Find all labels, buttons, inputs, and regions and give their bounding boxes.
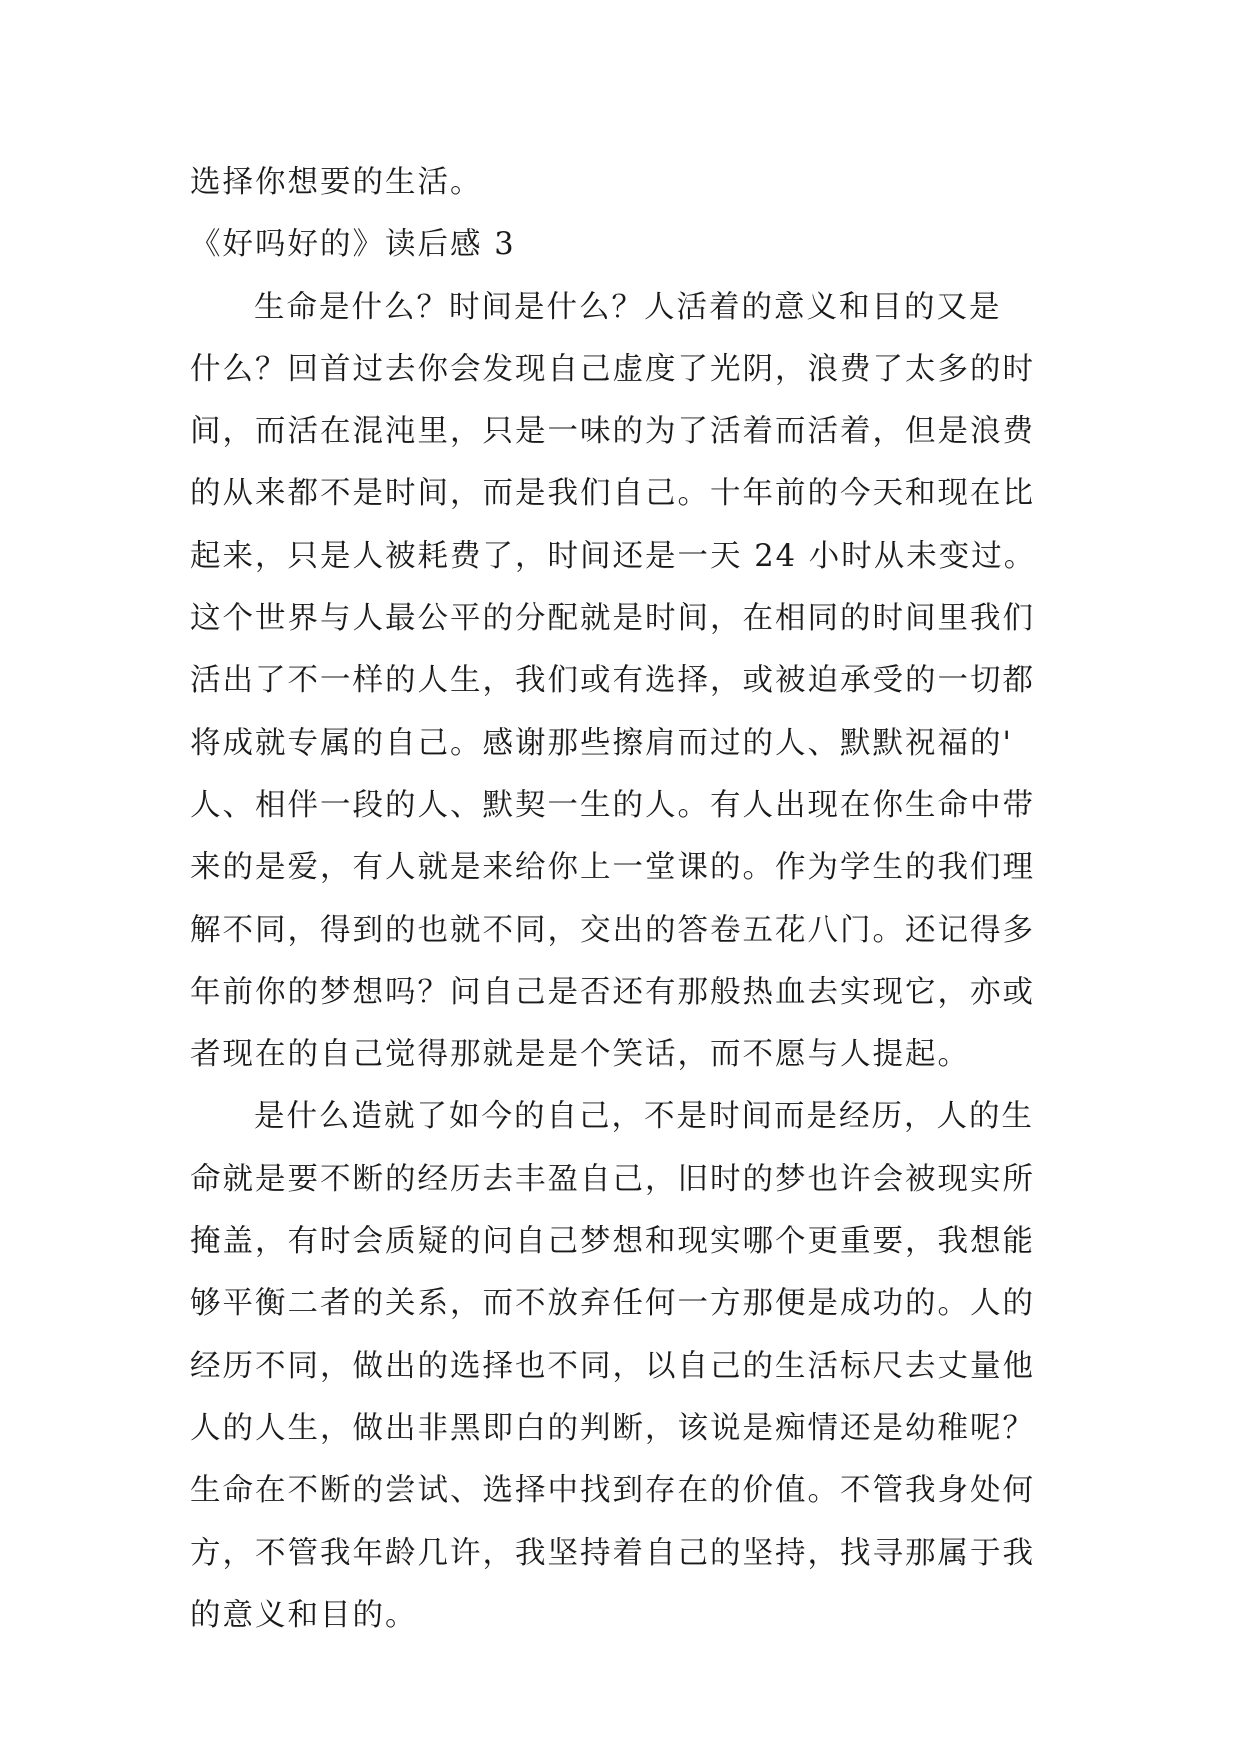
text-line: 方，不管我年龄几许，我坚持着自己的坚持，找寻那属于我: [190, 1535, 1035, 1571]
text-line: 活出了不一样的人生，我们或有选择，或被迫承受的一切都: [190, 663, 1035, 699]
text-line: 的意义和目的。: [190, 1597, 418, 1633]
text-line: 解不同，得到的也就不同，交出的答卷五花八门。还记得多: [190, 912, 1035, 948]
text-line: 将成就专属的自己。感谢那些擦肩而过的人、默默祝福的': [190, 725, 1013, 761]
text-line: 这个世界与人最公平的分配就是时间，在相同的时间里我们: [190, 601, 1035, 637]
paragraph-first-line: 是什么造就了如今的自己，不是时间而是经历，人的生: [254, 1099, 1034, 1135]
text-line: 掩盖，有时会质疑的问自己梦想和现实哪个更重要，我想能: [190, 1224, 1035, 1260]
document-body: [190, 152, 1060, 1647]
section-title: 《好吗好的》读后感 3: [190, 227, 516, 263]
text-line: 生命在不断的尝试、选择中找到存在的价值。不管我身处何: [190, 1473, 1035, 1509]
text-line: 经历不同，做出的选择也不同，以自己的生活标尺去丈量他: [190, 1348, 1035, 1384]
text-line: 的从来都不是时间，而是我们自己。十年前的今天和现在比: [190, 476, 1035, 512]
text-line: 人的人生，做出非黑即白的判断，该说是痴情还是幼稚呢？: [190, 1410, 1035, 1446]
text-line: 来的是爱，有人就是来给你上一堂课的。作为学生的我们理: [190, 850, 1035, 886]
text-line: 年前你的梦想吗？问自己是否还有那般热血去实现它，亦或: [190, 974, 1035, 1010]
text-line: 起来，只是人被耗费了，时间还是一天 24 小时从未变过。: [190, 538, 1037, 574]
text-line: 人、相伴一段的人、默契一生的人。有人出现在你生命中带: [190, 787, 1035, 823]
text-line: 命就是要不断的经历去丰盈自己，旧时的梦也许会被现实所: [190, 1161, 1035, 1197]
text-line: 什么？回首过去你会发现自己虚度了光阴，浪费了太多的时: [190, 351, 1035, 387]
text-line: 者现在的自己觉得那就是是个笑话，而不愿与人提起。: [190, 1037, 970, 1073]
paragraph-first-line: 生命是什么？时间是什么？人活着的意义和目的又是: [254, 289, 1002, 325]
text-line: 间，而活在混沌里，只是一味的为了活着而活着，但是浪费: [190, 414, 1035, 450]
text-line: 够平衡二者的关系，而不放弃任何一方那便是成功的。人的: [190, 1286, 1035, 1322]
text-line: 选择你想要的生活。: [190, 165, 483, 200]
